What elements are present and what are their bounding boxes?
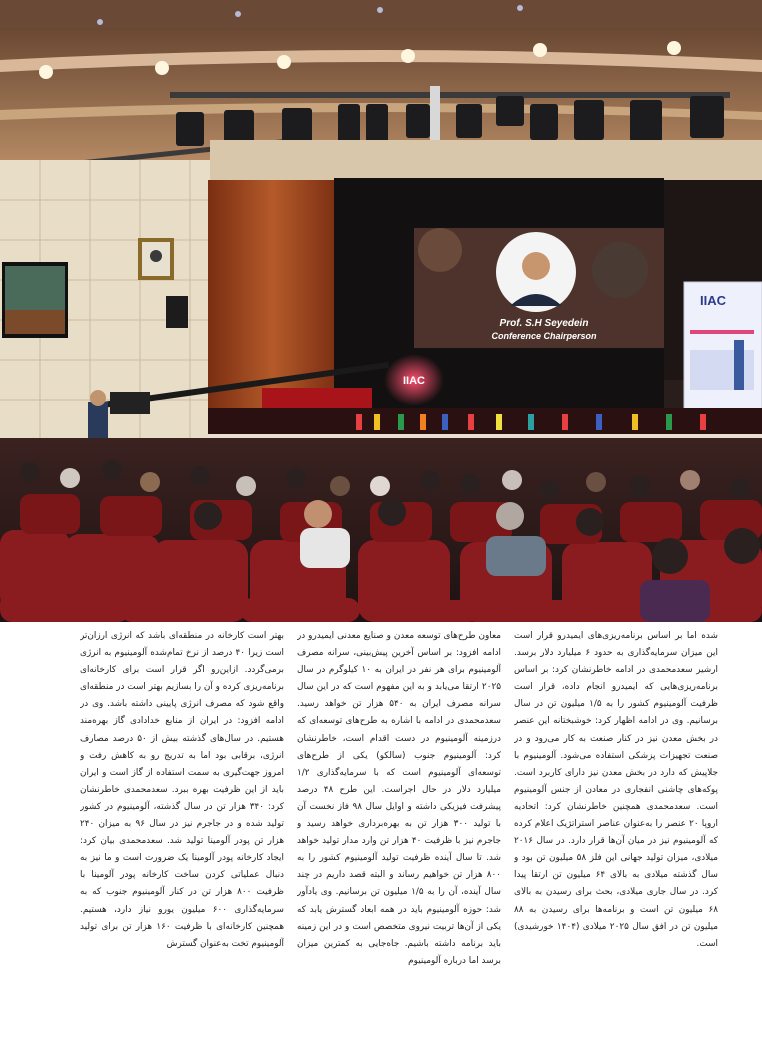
article-column-3 xyxy=(80,628,284,968)
column-text: بهتر است کارخانه در منطقه‌ای باشد که انرژی ارزان‌تر است زیرا ۴۰ درصد از نرخ تمام‌شده آلومینیوم به انرژی برمی‌گردد. ازاین‌رو اگر قرار است برای کارخانه‌ای برنامه‌ریزی کرده و آن را بسازیم بهتر است در منطقه‌ای واقع شود که مصرف انرژی پایینی داشته باشد. وی در ادامه افزود: در ایران از منابع خدادادی گاز بهره‌مند هستیم. در سال‌های گذشته بیش از ۵۰ درصد مصارف انرژی، برقابی بود اما به تدریج رو به کاهش رفت و امروز جهت‌گیری به سمت استفاده از گاز است و ایران باید از این ظرفیت بهره ببرد. سعدمحمدی خاطرنشان کرد: ۳۴۰ هزار تن در سال گذشته، آلومینیوم در کشور تولید شده و در جاجرم نیز در سال ۹۶ به میزان ۲۴۰ هزار تن پودر آلومینا تولید شد. سعدمحمدی بیان کرد: ایجاد کارخانه پودر آلومینا یک ضرورت است و ما نیز به دنبال عملیاتی کردن ساخت کارخانه پودر آلومینا با ظرفیت ۸۰۰ هزار تن در کنار آلومینیوم جنوب که به سرمایه‌گذاری ۶۰۰ میلیون یورو نیاز دارد، هستیم. همچنین کارخانه‌ای با ظرفیت ۱۶۰ هزار تن برای تولید آلومینیوم تخت به‌عنوان گسترش xyxy=(80,631,284,949)
column-text: معاون طرح‌های توسعه معدن و صنایع معدنی ایمیدرو در ادامه افزود: بر اساس آخرین پیش‌بینی، سرانه مصرف آلومینیوم برای هر نفر در ایران به ۱۰ کیلوگرم در سال ۲۰۲۵ ارتقا می‌یابد و به این مفهوم است که در این سال سرانه مصرف ایران به ۵۴۰ هزار تن خواهد رسید. سعدمحمدی در ادامه با اشاره به طرح‌های توسعه‌ای که درزمینه آلومینیوم در دست اقدام است، خاطرنشان کرد: آلومینیوم جنوب (سالکو) یکی از طرح‌های توسعه‌ای آلومینیوم است که با سرمایه‌گذاری ۱/۲ میلیارد دلار در حال اجراست. این طرح ۴۸ درصد پیشرفت فیزیکی داشته و اوایل سال ۹۸ فاز نخست آن با تولید ۳۰۰ هزار تن به بهره‌برداری خواهد رسید و جاجرم نیز با ظرفیت ۴۰ هزار تن وارد مدار تولید خواهد شد. تا سال آینده ظرفیت تولید آلومینیوم کشور را به ۸۰۰ هزار تن خواهیم رساند و البته قصد داریم در چند سال آینده، آن را به ۱/۵ میلیون تن برسانیم. وی یادآور شد: حوزه آلومینیوم باید در همه ابعاد گسترش یابد که یکی از آن‌ها تربیت نیروی متخصص است و در این زمینه باید برنامه داشته باشیم. جاه‌جایی به کمترین میزان برسد اما درباره آلومینیوم xyxy=(297,631,501,966)
article-body xyxy=(80,628,718,968)
podium-logo: IIAC xyxy=(403,375,425,387)
slide-caption-line1: Prof. S.H Seyedein xyxy=(499,318,589,329)
article-column-2 xyxy=(297,628,501,968)
column-text: شده اما بر اساس برنامه‌ریزی‌های ایمیدرو قرار است این میزان سرمایه‌گذاری به حدود ۶ میلیارد دلار برسد. ارشیر سعدمحمدی در ادامه خاطرنشان کرد: بر اساس برنامه‌ریزی‌هایی که ایمیدرو انجام داده، قرار است ظرفیت آلومینیوم کشور را به ۱/۵ میلیون تن در سال برسانیم. وی در ادامه اظهار کرد: خوشبختانه این عنصر در بخش معدن نیز در کنار صنعت به کار می‌رود و در صنعت تجهیزات پزشکی استفاده می‌شود. آلومینیوم با جلاپیش که دارد در بخش معدن نیز دارای کاربرد است. پوکه‌های چاشنی انفجاری در معادن از جنس آلومینیوم است. سعدمحمدی همچنین خاطرنشان کرد: اتحادیه اروپا ۲۰ عنصر را به‌عنوان عناصر استراتژیک اعلام کرده که آلومینیوم نیز در میان آن‌ها قرار دارد. در سال ۲۰۱۶ میلادی، میزان تولید جهانی این فلز ۵۸ میلیون تن بود و سال گذشته میلادی به بالای ۶۴ میلیون تن ارتقا پیدا کرد. در سال جاری میلادی، بحث برای رسیدن به بالای ۶۸ میلیون تن است و برنامه‌ها برای رسیدن به ۸۸ میلیون تن در افق سال ۲۰۲۵ میلادی (۱۴۰۴ خورشیدی) است. xyxy=(514,631,718,949)
slide-caption-line2: Conference Chairperson xyxy=(491,331,597,341)
article-column-1 xyxy=(514,628,718,968)
poster-logo: IIAC xyxy=(700,293,726,308)
